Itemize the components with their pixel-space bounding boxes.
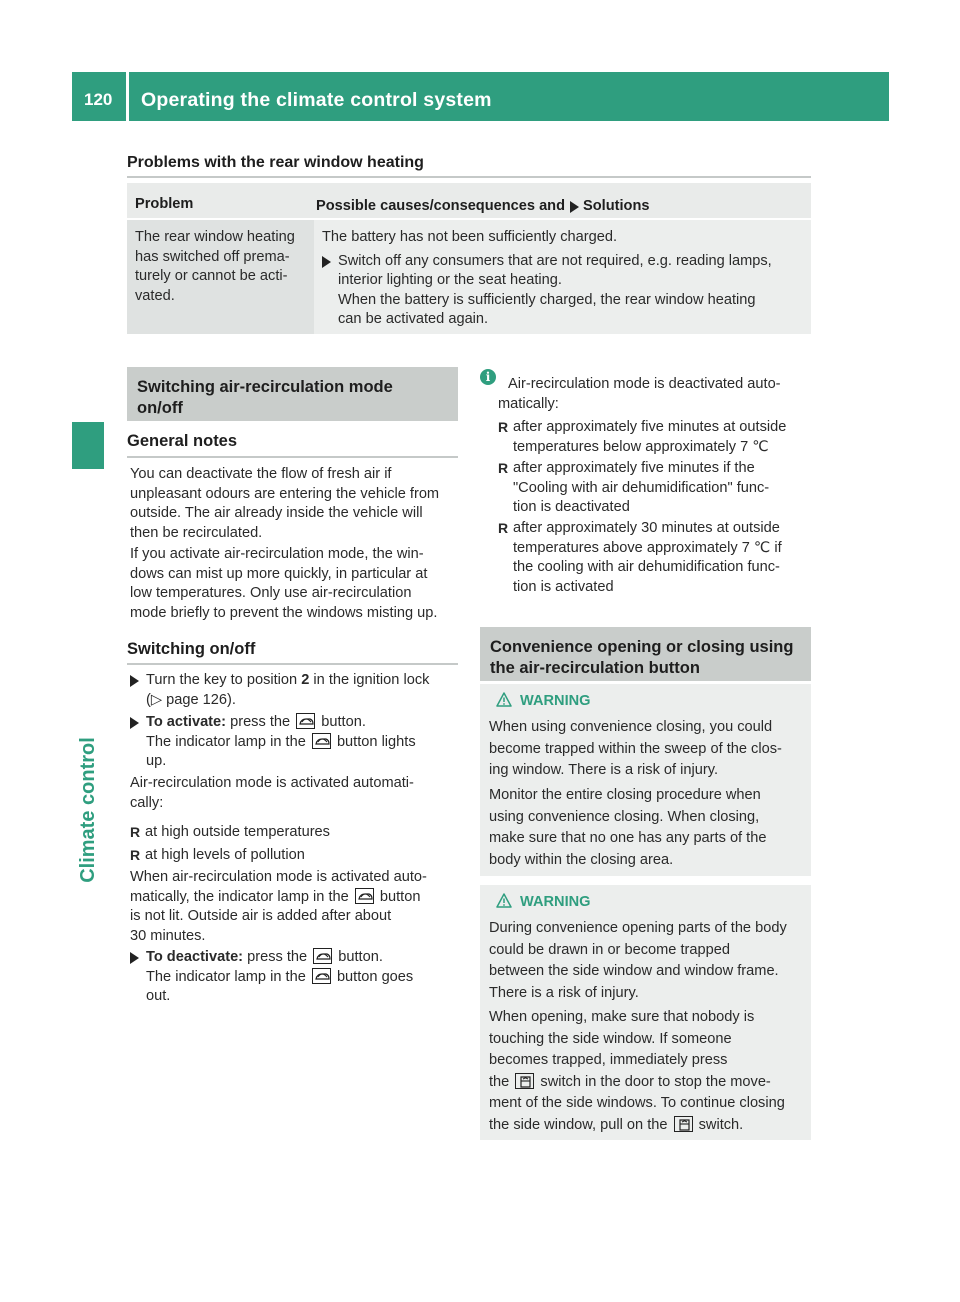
text-line: You can deactivate the flow of fresh air if xyxy=(130,466,392,482)
text-line: cally: xyxy=(130,794,164,811)
list-item xyxy=(130,846,460,866)
bullet-text: the cooling with air dehumidification func- xyxy=(513,559,780,576)
list-item xyxy=(130,823,460,843)
ignition-position: 2 xyxy=(301,672,310,688)
text-line: becomes trapped, immediately press xyxy=(489,1052,728,1068)
activate-label: To activate: xyxy=(146,714,227,730)
step-activate xyxy=(130,713,460,772)
auto-activation-after xyxy=(130,868,460,946)
text-line: matically: xyxy=(498,395,559,412)
recirculation-button-icon xyxy=(312,968,331,984)
cause-text: The battery has not been sufficiently charged. xyxy=(322,229,618,245)
bullet-icon: R xyxy=(498,460,509,476)
problem-line: vated. xyxy=(135,287,175,304)
step-deactivate xyxy=(130,948,460,1007)
bullet-text: at high outside temperatures xyxy=(145,824,330,840)
info-icon: i xyxy=(480,369,496,385)
page-number: 120 xyxy=(84,90,113,109)
bullet-text: temperatures below approximately 7 ℃ xyxy=(513,438,769,455)
general-notes-heading: General notes xyxy=(127,432,238,450)
text-line: touching the side window. If someone xyxy=(489,1030,732,1047)
text-line: There is a risk of injury. xyxy=(489,984,639,1001)
col-header-problem: Problem xyxy=(135,196,194,212)
step-text: button goes xyxy=(336,968,414,985)
col-header-causes xyxy=(314,183,650,218)
bullet-icon: R xyxy=(498,419,509,435)
step-text: The indicator lamp in the xyxy=(146,733,306,750)
text-line: If you activate air-recirculation mode, the win- xyxy=(130,546,424,562)
bullet-text: after approximately five minutes if the xyxy=(513,460,755,476)
text-line: switch in the door to stop the move- xyxy=(540,1073,771,1090)
text-line: 30 minutes. xyxy=(130,927,206,944)
text-line: between the side window and window frame. xyxy=(489,963,779,979)
recirculation-button-icon xyxy=(355,888,374,904)
bullet-text: after approximately five minutes at outside xyxy=(513,419,787,435)
convenience-section-title xyxy=(480,627,811,681)
list-item xyxy=(498,418,813,457)
text-line: make sure that no one has any parts of the xyxy=(489,830,767,846)
warning-title: WARNING xyxy=(520,693,591,709)
solution-line: interior lighting or the seat heating. xyxy=(338,272,562,288)
problems-divider xyxy=(127,176,811,178)
side-tab-marker xyxy=(72,422,104,469)
recirc-section-title xyxy=(127,367,458,421)
table-row xyxy=(127,220,811,334)
text-line: button xyxy=(379,888,421,905)
section-title-line: Convenience opening or closing using xyxy=(490,638,794,656)
problems-table xyxy=(127,183,811,334)
bullet-text: tion is deactivated xyxy=(513,499,630,516)
step-text: press the xyxy=(230,714,291,730)
info-text xyxy=(498,375,813,414)
bullet-icon: R xyxy=(498,520,509,536)
recirculation-button-icon xyxy=(312,733,331,749)
problem-cell xyxy=(127,220,314,334)
step-text: button. xyxy=(338,949,383,965)
side-tab-label: Climate control xyxy=(77,737,99,883)
problem-line: has switched off prema- xyxy=(135,248,290,265)
bullet-icon: R xyxy=(130,847,141,863)
step-text: Turn the key to position xyxy=(146,672,298,688)
text-line: become trapped within the sweep of the clos- xyxy=(489,740,782,757)
step-text: press the xyxy=(247,949,308,965)
text-line: ment of the side windows. To continue closing xyxy=(489,1095,785,1111)
problem-line: The rear window heating xyxy=(135,229,295,245)
text-line: matically, the indicator lamp in the xyxy=(130,888,349,905)
auto-activation-text xyxy=(130,774,460,813)
text-line: During convenience opening parts of the body xyxy=(489,920,787,936)
general-notes-para2 xyxy=(130,545,460,623)
bullet-text: "Cooling with air dehumidification" func- xyxy=(513,479,770,496)
step-text: The indicator lamp in the xyxy=(146,968,306,985)
page-reference-link[interactable]: (▷ page 126). xyxy=(146,691,236,708)
text-line: unpleasant odours are entering the vehicle from xyxy=(130,485,440,502)
text-line: dows can mist up more quickly, in particular at xyxy=(130,565,428,582)
text-line: body within the closing area. xyxy=(489,851,674,868)
warning-triangle-icon xyxy=(496,692,512,707)
list-item xyxy=(498,519,813,597)
header-separator xyxy=(126,72,129,121)
step-text: button. xyxy=(321,714,366,730)
problem-line: turely or cannot be acti- xyxy=(135,268,288,284)
section-title-line: Switching air-recirculation mode xyxy=(137,378,393,396)
warning-text xyxy=(489,785,809,871)
step-text: button lights xyxy=(336,733,416,750)
text-line: outside. The air already inside the vehicle will xyxy=(130,505,423,522)
recirculation-button-icon xyxy=(296,713,315,729)
warning-triangle-icon xyxy=(496,893,512,908)
step-text: up. xyxy=(146,753,167,770)
arrow-right-icon xyxy=(570,201,579,213)
text-line: When using convenience closing, you could xyxy=(489,719,773,735)
solution-line: can be activated again. xyxy=(338,311,489,327)
arrow-right-icon xyxy=(130,675,139,687)
switching-heading: Switching on/off xyxy=(127,640,256,658)
solution-step xyxy=(322,252,805,330)
bullet-text: temperatures above approximately 7 ℃ if xyxy=(513,539,782,556)
warning-text xyxy=(489,1007,809,1136)
deactivate-label: To deactivate: xyxy=(146,949,244,965)
step-text: out. xyxy=(146,988,171,1005)
text-line: ing window. There is a risk of injury. xyxy=(489,762,719,778)
bullet-icon: R xyxy=(130,824,141,840)
warning-title: WARNING xyxy=(520,894,591,910)
window-switch-icon xyxy=(674,1116,693,1132)
recirculation-button-icon xyxy=(313,948,332,964)
cause-cell xyxy=(314,220,811,334)
arrow-right-icon xyxy=(322,256,331,268)
bullet-text: tion is activated xyxy=(513,578,614,595)
warning-text xyxy=(489,918,809,1004)
col-header-solutions-text: Solutions xyxy=(583,198,650,214)
window-switch-icon xyxy=(515,1073,534,1089)
text-line: switch. xyxy=(698,1116,744,1133)
solution-line: When the battery is sufficiently charged, the rear window heating xyxy=(338,291,756,308)
bullet-text: after approximately 30 minutes at outside xyxy=(513,520,780,536)
text-line: using convenience closing. When closing, xyxy=(489,808,760,825)
problems-title: Problems with the rear window heating xyxy=(127,154,424,171)
text-line: Air-recirculation mode is deactivated auto- xyxy=(508,376,781,392)
text-line: then be recirculated. xyxy=(130,524,263,541)
warning-text xyxy=(489,717,809,782)
general-notes-divider xyxy=(127,456,458,458)
list-item xyxy=(498,459,813,518)
text-line: Monitor the entire closing procedure when xyxy=(489,787,761,803)
text-line: the xyxy=(489,1073,510,1090)
arrow-right-icon xyxy=(130,952,139,964)
solution-line: Switch off any consumers that are not required, e.g. reading lamps, xyxy=(338,252,772,269)
col-header-causes-text: Possible causes/consequences and xyxy=(316,198,566,214)
arrow-right-icon xyxy=(130,717,139,729)
text-line: is not lit. Outside air is added after about xyxy=(130,908,392,925)
text-line: Air-recirculation mode is activated automati- xyxy=(130,775,414,791)
switching-divider xyxy=(127,663,458,665)
section-title-line: on/off xyxy=(137,399,183,417)
text-line: When air-recirculation mode is activated auto- xyxy=(130,869,427,885)
bullet-text: at high levels of pollution xyxy=(145,847,305,863)
text-line: could be drawn in or become trapped xyxy=(489,941,730,958)
step-text: in the ignition lock xyxy=(313,672,430,688)
table-header xyxy=(127,183,811,218)
section-title-line: the air-recirculation button xyxy=(490,659,700,677)
step-turn-key xyxy=(130,671,460,710)
text-line: low temperatures. Only use air-recirculation xyxy=(130,585,412,602)
page-title: Operating the climate control system xyxy=(141,89,492,111)
text-line: mode briefly to prevent the windows misting up. xyxy=(130,604,438,621)
text-line: the side window, pull on the xyxy=(489,1116,668,1133)
general-notes-para1 xyxy=(130,465,460,543)
text-line: When opening, make sure that nobody is xyxy=(489,1009,755,1025)
